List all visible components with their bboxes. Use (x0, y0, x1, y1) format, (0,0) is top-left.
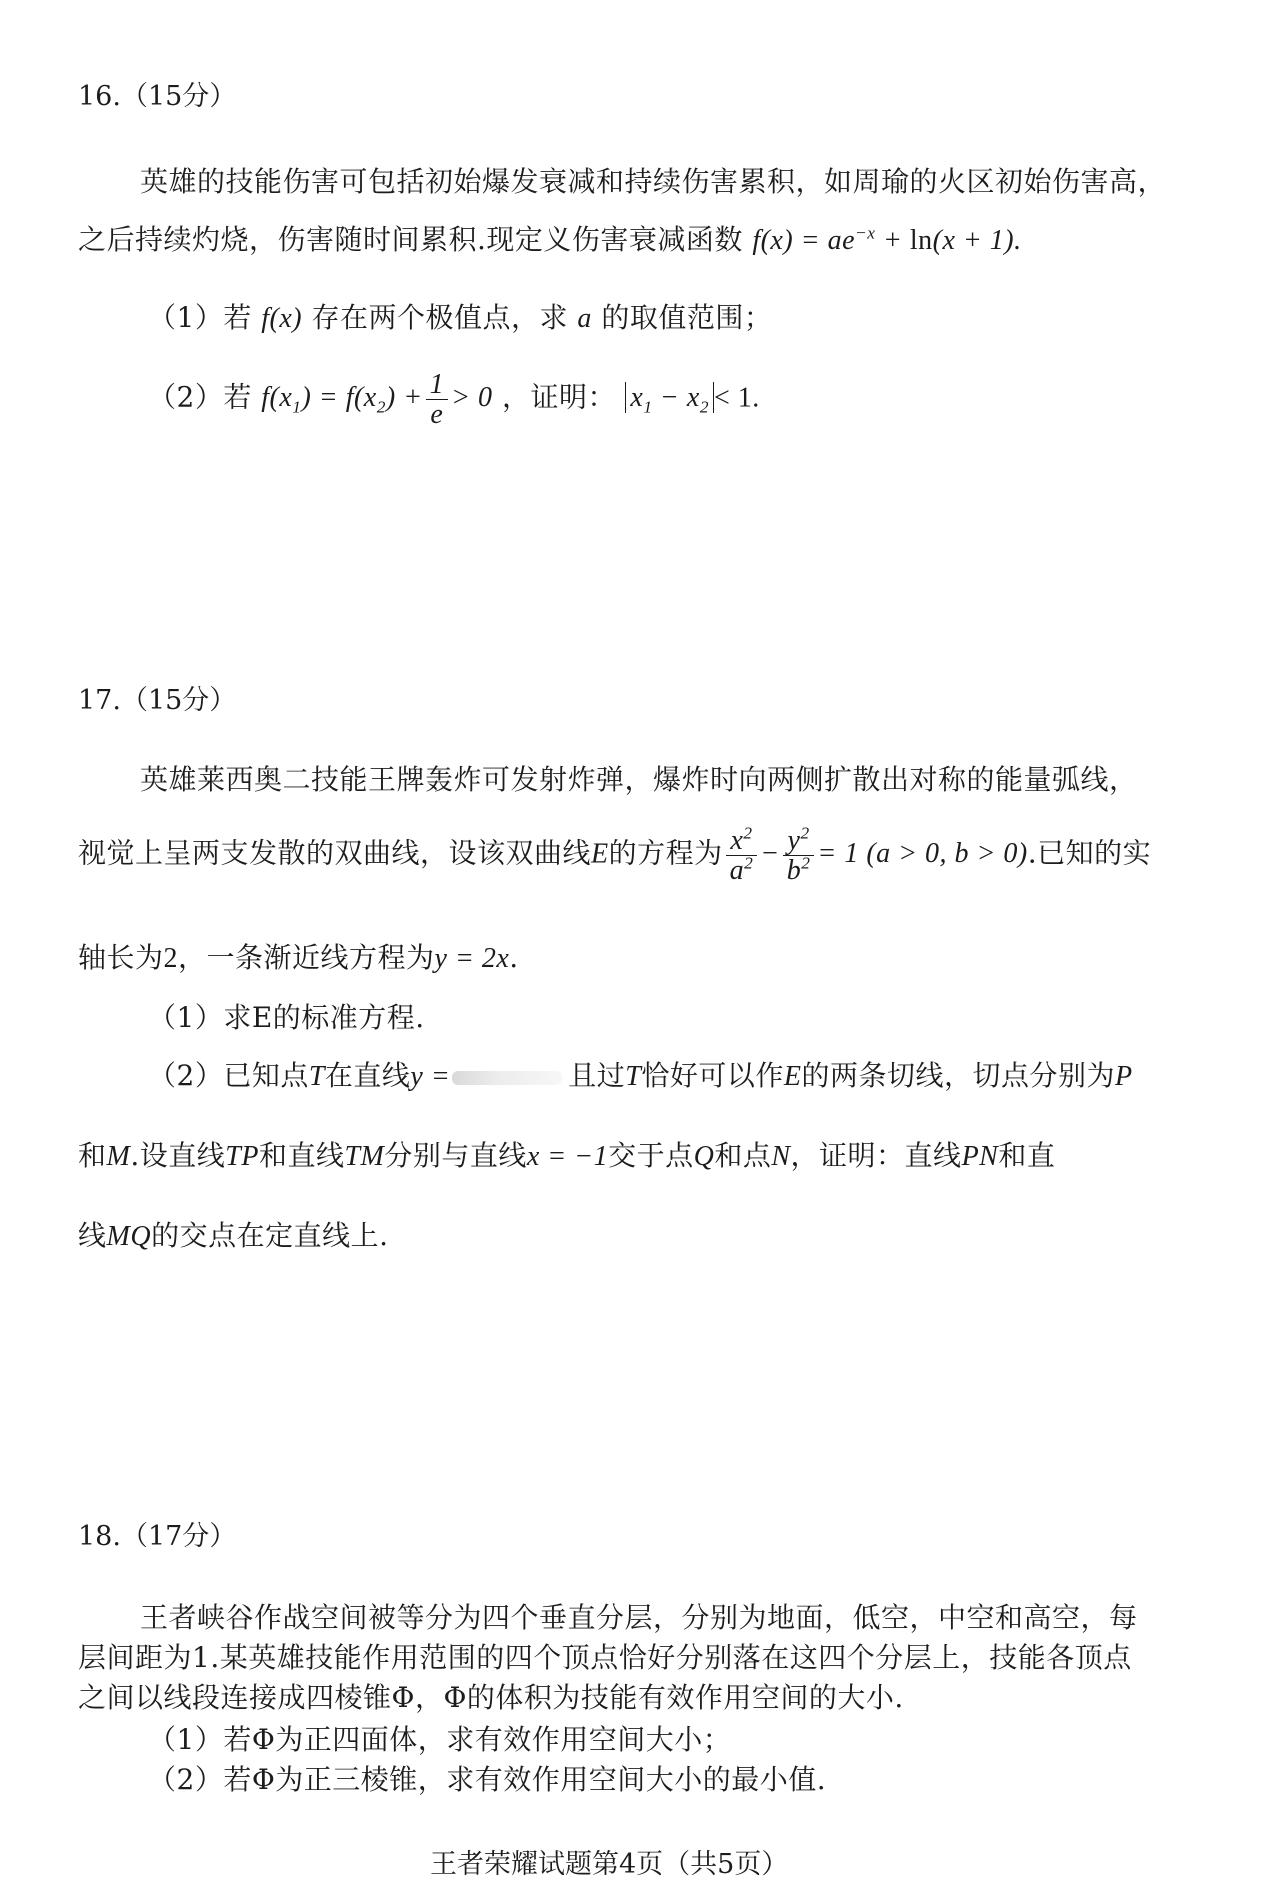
q17-line2: 视觉上呈两支发散的双曲线，设该双曲线E的方程为 $\frac{x^2}{a^2}$ − $\frac{y^2}{b^2}$ = 1 (a > 0, b > 0).已知的实 (78, 823, 1152, 887)
page-footer: 王者荣耀试题第4页（共5页） (430, 1849, 789, 1880)
q16-line2 (78, 218, 1022, 258)
q18-line3: 之间以线段连接成四棱锥Φ，Φ的体积为技能有效作用空间的大小. (78, 1681, 904, 1714)
q17-part2: （2）已知点T在直线y = 且过T恰好可以作E的两条切线，切点分别为P (148, 1059, 1133, 1092)
q16-part2-formula: $f(x_1) = f(x_2)$ + $\frac{1}{e}$ > 0 (261, 369, 493, 431)
q18-line2: 层间距为1.某英雄技能作用范围的四个顶点恰好分别落在这四个分层上，技能各顶点 (78, 1641, 1132, 1674)
q17-line5: 和M.设直线TP和直线TM分别与直线x = −1交于点Q和点N，证明：直线PN和直 (78, 1139, 1056, 1172)
q16-line1: 英雄的技能伤害可包括初始爆发衰减和持续伤害累积，如周瑜的火区初始伤害高， (140, 165, 1167, 198)
q16-line2-text: 之后持续灼烧，伤害随时间累积.现定义伤害衰减函数 (78, 223, 743, 256)
q18-line1: 王者峡谷作战空间被等分为四个垂直分层，分别为地面，低空，中空和高空，每 (140, 1601, 1138, 1634)
q16-part2: （2）若 $f(x_1) = f(x_2)$ + $\frac{1}{e}$ > 0 ，证明： $x_1 - x_2 < 1$. (148, 369, 760, 431)
q17-line6: 线MQ的交点在定直线上. (78, 1219, 389, 1252)
q18-heading: 18.（17分） (78, 1521, 237, 1552)
damage-function-formula: $f(x) = ae^{-x} + \ln(x + 1)$. (752, 223, 1022, 256)
q18-part2: （2）若Φ为正三棱锥，求有效作用空间大小的最小值. (148, 1763, 827, 1796)
q17-line1: 英雄莱西奥二技能王牌轰炸可发射炸弹，爆炸时向两侧扩散出对称的能量弧线， (140, 763, 1138, 796)
q17-part1: （1）求E的标准方程. (148, 1001, 425, 1034)
q16-heading: 16.（15分） (78, 81, 237, 112)
q16-part1: （1）若 f(x) 存在两个极值点，求 a 的取值范围； (148, 301, 773, 334)
q18-part1: （1）若Φ为正四面体，求有效作用空间大小； (148, 1723, 732, 1756)
q16-part2-inequality: $x_1 - x_2$ (625, 382, 714, 413)
hyperbola-equation: $\frac{x^2}{a^2}$ − $\frac{y^2}{b^2}$ = 1 (a > 0, b > 0) (723, 838, 1028, 869)
blurred-redaction (452, 1071, 562, 1085)
q17-line3: 轴长为2，一条渐近线方程为y = 2x. (78, 941, 519, 974)
q17-heading: 17.（15分） (78, 685, 237, 716)
